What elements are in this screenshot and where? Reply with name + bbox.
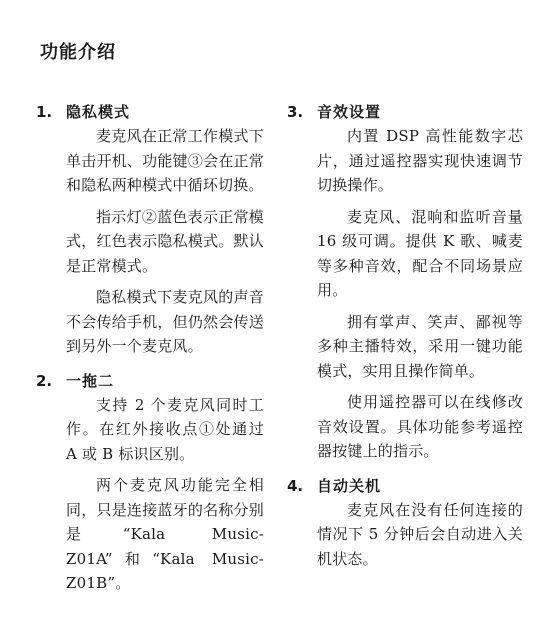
section-auto-shutdown [287, 474, 523, 572]
section-title: 自动关机 [317, 476, 382, 495]
paragraph: 麦克风在正常工作模式下单击开机、功能键③会在正常和隐私两种模式中循环切换。 [66, 127, 264, 194]
page-title: 功能介绍 [40, 42, 116, 63]
section-title: 隐私模式 [66, 103, 131, 121]
section-heading [287, 100, 523, 124]
section-heading [36, 369, 264, 393]
section-heading [287, 474, 523, 498]
paragraph: 拥有掌声、笑声、鄙视等多种主播特效，采用一键功能模式，实用且操作简单。 [317, 312, 523, 380]
paragraph: 内置 DSP 高性能数字芯片，通过遥控器实现快速调节切换操作。 [317, 127, 523, 194]
section-sound-settings [287, 100, 523, 464]
paragraph: 支持 2 个麦克风同时工作。在红外接收点①处通过 A 或 B 标识区别。 [66, 395, 264, 463]
section-number: 4. [287, 476, 304, 495]
section-heading [36, 100, 264, 124]
section-title: 音效设置 [317, 103, 382, 121]
section-number: 3. [287, 103, 304, 121]
paragraph: 指示灯②蓝色表示正常模式，红色表示隐私模式。默认是正常模式。 [66, 207, 264, 275]
paragraph: 两个麦克风功能完全相同，只是连接蓝牙的名称分别是“Kala Music-Z01A”和“Kala Music-Z01B”。 [66, 476, 264, 592]
paragraph: 使用遥控器可以在线修改音效设置。具体功能参考遥控器按键上的指示。 [317, 393, 523, 460]
section-privacy-mode [36, 100, 264, 359]
section-title: 一拖二 [66, 371, 115, 390]
paragraph: 麦克风、混响和监听音量 16 级可调。提供 K 歌、喊麦等多种音效，配合不同场景应用。 [317, 207, 523, 299]
right-column [287, 100, 523, 578]
section-one-to-two [36, 369, 264, 596]
paragraph: 隐私模式下麦克风的声音不会传给手机，但仍然会传送到另外一个麦克风。 [66, 288, 264, 355]
section-number: 1. [36, 103, 53, 121]
paragraph: 麦克风在没有任何连接的情况下 5 分钟后会自动进入关机状态。 [317, 500, 523, 568]
left-column [36, 100, 264, 603]
section-number: 2. [36, 371, 53, 390]
